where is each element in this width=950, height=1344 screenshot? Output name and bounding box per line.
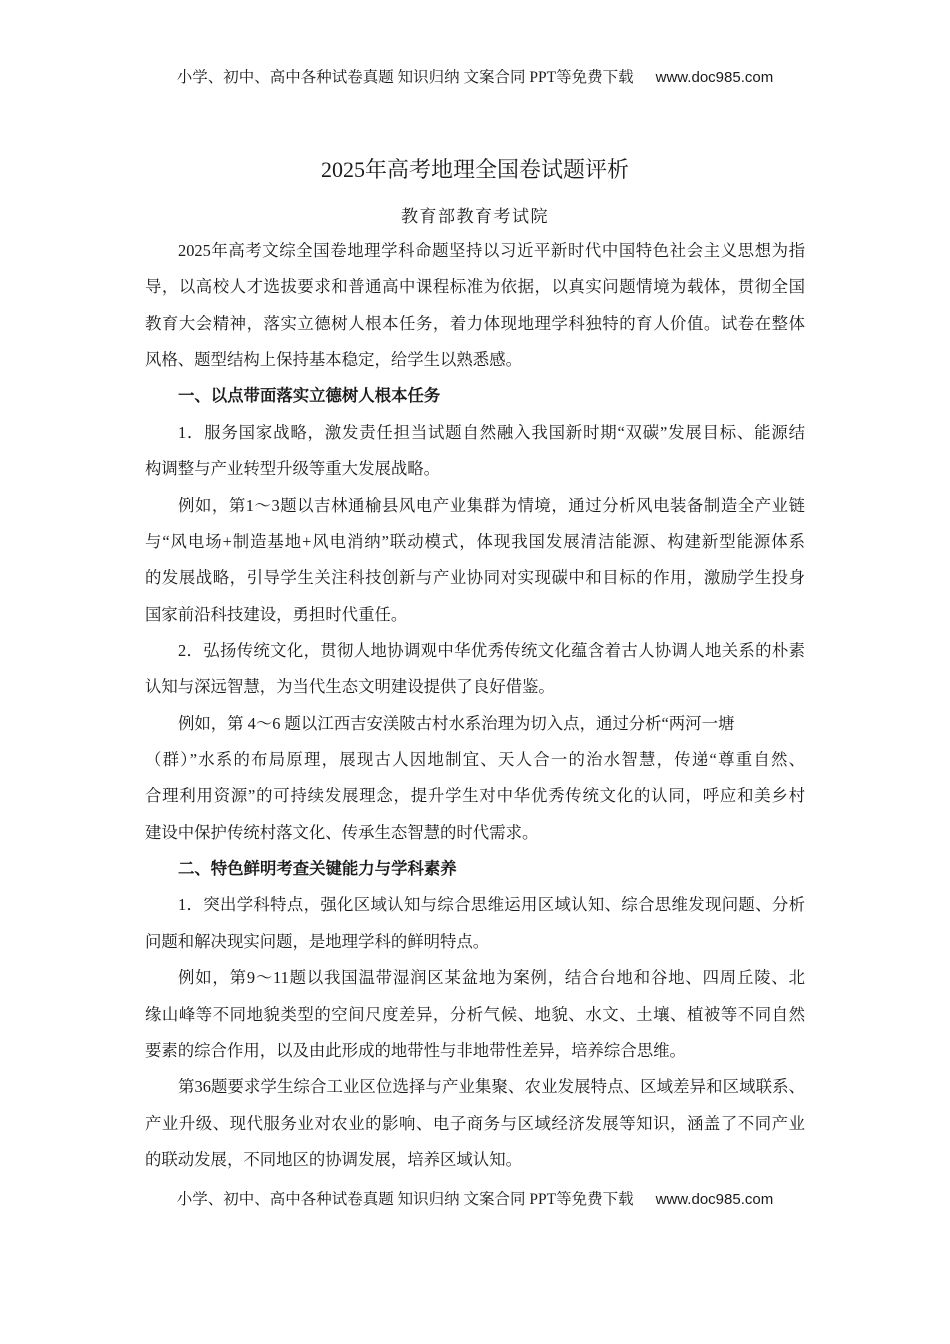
paragraph	[145, 633, 805, 706]
paragraph-line: 要素的综合作用，以及由此形成的地带性与非地带性差异，培养综合思维。	[145, 1040, 686, 1060]
page-header-banner	[0, 66, 950, 90]
paragraph	[145, 488, 805, 633]
footer-text: 小学、初中、高中各种试卷真题 知识归纳 文案合同 PPT等免费下载	[176, 1191, 634, 1208]
paragraph-line: 例如，第9～11题以我国温带湿润区某盆地为案例，结合台地和谷地、四周丘陵、北	[178, 968, 805, 988]
paragraph-line: 例如，第1～3题以吉林通榆县风电产业集群为情境，通过分析风电装备制造全产业链	[178, 495, 805, 515]
paragraph	[145, 887, 805, 960]
section-heading-2: 二、特色鲜明考查关键能力与学科素养	[178, 859, 457, 879]
paragraph-line: 建设中保护传统村落文化、传承生态智慧的时代需求。	[145, 822, 539, 842]
paragraph-line: 第36题要求学生综合工业区位选择与产业集聚、农业发展特点、区域差异和区域联系、	[178, 1077, 805, 1097]
paragraph-line: 问题和解决现实问题，是地理学科的鲜明特点。	[145, 931, 490, 951]
intro-paragraph	[145, 233, 805, 378]
paragraph-line: 导，以高校人才选拔要求和普通高中课程标准为依据，以真实问题情境为载体，贯彻全国	[145, 277, 805, 297]
header-url: www.doc985.com	[655, 69, 774, 86]
paragraph-line: 2025年高考文综全国卷地理学科命题坚持以习近平新时代中国特色社会主义思想为指	[178, 241, 805, 260]
paragraph-line: 认知与深远智慧，为当代生态文明建设提供了良好借鉴。	[145, 677, 555, 697]
paragraph-line: 缘山峰等不同地貌类型的空间尺度差异，分析气候、地貌、水文、土壤、植被等不同自然	[145, 1004, 805, 1024]
footer-url: www.doc985.com	[655, 1191, 774, 1208]
paragraph-line: 教育大会精神，落实立德树人根本任务，着力体现地理学科独特的育人价值。试卷在整体	[145, 313, 805, 333]
paragraph-line: 风格、题型结构上保持基本稳定，给学生以熟悉感。	[145, 350, 522, 370]
paragraph	[145, 415, 805, 488]
paragraph-line: 1．服务国家战略，激发责任担当试题自然融入我国新时期“双碳”发展目标、能源结	[178, 422, 805, 442]
paragraph	[145, 706, 805, 851]
document-author: 教育部教育考试院	[401, 207, 549, 226]
paragraph-line: 1．突出学科特点，强化区域认知与综合思维运用区域认知、综合思维发现问题、分析	[178, 895, 805, 915]
paragraph-line: 的联动发展，不同地区的协调发展，培养区域认知。	[145, 1149, 522, 1169]
paragraph-line: 产业升级、现代服务业对农业的影响、电子商务与区域经济发展等知识，涵盖了不同产业	[145, 1113, 805, 1133]
paragraph	[145, 960, 805, 1069]
section-heading-1: 一、以点带面落实立德树人根本任务	[178, 386, 441, 406]
paragraph-line: 的发展战略，引导学生关注科技创新与产业协同对实现碳中和目标的作用，激励学生投身	[145, 568, 805, 588]
document-title: 2025年高考地理全国卷试题评析	[320, 157, 629, 182]
paragraph-line: 构调整与产业转型升级等重大发展战略。	[145, 459, 441, 479]
paragraph-line: （群）”水系的布局原理，展现古人因地制宜、天人合一的治水智慧，传递“尊重自然、	[145, 750, 805, 770]
paragraph-line: 合理利用资源”的可持续发展理念，提升学生对中华优秀传统文化的认同，呼应和美乡村	[145, 786, 805, 806]
paragraph	[145, 1069, 805, 1178]
paragraph-line: 国家前沿科技建设，勇担时代重任。	[145, 604, 408, 624]
paragraph-line: 2．弘扬传统文化，贯彻人地协调观中华优秀传统文化蕴含着古人协调人地关系的朴素	[178, 640, 805, 660]
paragraph-line: 与“风电场+制造基地+风电消纳”联动模式，体现我国发展清洁能源、构建新型能源体系	[145, 531, 805, 551]
page-footer-banner	[0, 1188, 950, 1212]
header-text: 小学、初中、高中各种试卷真题 知识归纳 文案合同 PPT等免费下载	[176, 69, 634, 86]
document-body	[145, 233, 805, 1178]
paragraph-line: 例如，第 4～6 题以江西吉安渼陂古村水系治理为切入点，通过分析“两河一塘	[178, 713, 735, 733]
